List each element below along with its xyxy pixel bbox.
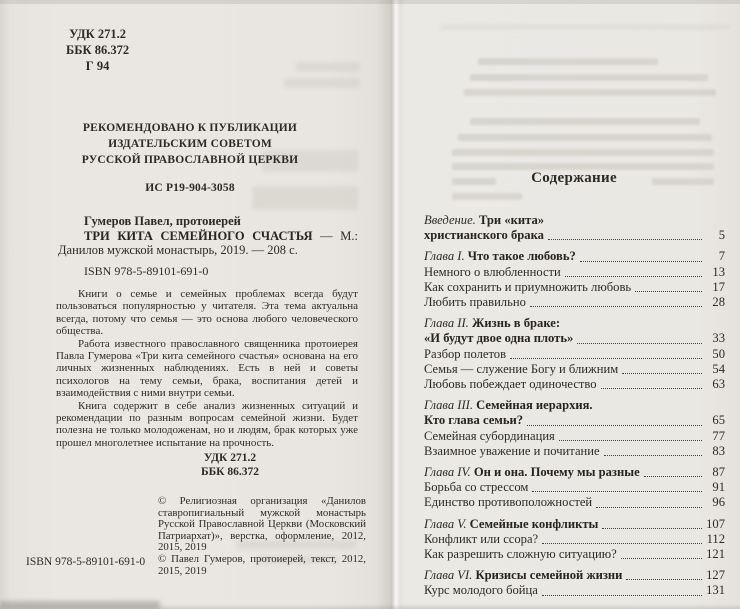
toc-chapter-title: «И будут двое одна плоть» — [424, 331, 574, 346]
toc-subsection-title: Как сохранить и приумножить любовь — [424, 279, 632, 294]
dotted-leader — [542, 543, 702, 544]
toc-line — [424, 517, 725, 532]
dotted-leader — [542, 595, 702, 596]
toc-entry — [424, 280, 725, 295]
approval-line: ИЗДАТЕЛЬСКИМ СОВЕТОМ — [108, 138, 272, 150]
toc-entry — [424, 295, 725, 310]
toc-entry — [424, 377, 725, 392]
toc-line — [424, 583, 725, 598]
toc-subsection-title: Разбор полетов — [424, 346, 507, 361]
toc-line — [424, 568, 725, 583]
toc-entry — [424, 347, 725, 362]
toc-entry-title — [424, 583, 538, 598]
toc-entry-title — [424, 465, 640, 480]
toc-chapter-label: Глава V. — [424, 516, 470, 531]
dotted-leader — [565, 276, 702, 277]
toc-chapter-title: христианского брака — [424, 228, 544, 243]
annotation-paragraph: Книги о семье и семейных проблемах всегда будут пользоваться популярностью у читателя. Эта тема актуальна всегда, потому что семья — это основа любого человеческого общества. — [56, 288, 358, 338]
contents-heading: Содержание — [531, 170, 617, 186]
is-number: ИС Р19-904-3058 — [145, 182, 235, 194]
toc-subsection-title: Семейная субординация — [424, 428, 555, 443]
toc-page-number: 33 — [712, 331, 725, 346]
toc-entry-title — [424, 213, 725, 228]
bbk-code: ББК 86.372 — [200, 466, 260, 478]
bibliographic-entry — [58, 214, 358, 258]
toc-entry-title — [424, 429, 555, 444]
toc-entry — [424, 316, 725, 346]
dotted-leader — [548, 239, 702, 240]
toc-entry-title — [424, 280, 631, 295]
dotted-leader — [626, 579, 702, 580]
toc-line — [424, 265, 725, 280]
toc-entry — [424, 568, 725, 583]
toc-page-number: 77 — [712, 428, 725, 443]
classification-codes-top — [66, 26, 129, 74]
toc-entry — [424, 495, 725, 510]
toc-page-number: 5 — [718, 228, 725, 243]
toc-chapter-label: Глава IV. — [424, 465, 474, 480]
toc-subsection-title: Любовь побеждает одиночество — [424, 377, 597, 392]
toc-page-number: 127 — [706, 568, 725, 583]
toc-subsection-title: Курс молодого бойца — [424, 583, 538, 598]
toc-entry-title — [424, 547, 617, 562]
isbn-number: ISBN 978-5-89101-691-0 — [84, 264, 209, 278]
toc-entry — [424, 480, 725, 495]
toc-subsection-title: Взаимное уважение и почитание — [424, 443, 600, 458]
toc-entry-title — [424, 413, 523, 428]
toc-line — [424, 228, 725, 243]
toc-entry-title — [424, 295, 526, 310]
toc-entry — [424, 249, 725, 264]
toc-subsection-title: Любить правильно — [424, 295, 526, 310]
toc-line — [424, 495, 725, 510]
toc-line — [424, 547, 725, 562]
toc-chapter-label: Глава III. — [424, 398, 477, 413]
toc-line — [424, 532, 725, 547]
toc-page-number: 91 — [712, 480, 725, 495]
toc-page-number: 28 — [712, 295, 725, 310]
dotted-leader — [510, 358, 702, 359]
toc-line — [424, 295, 725, 310]
toc-entry-title — [424, 568, 622, 583]
dotted-leader — [532, 491, 702, 492]
scan-edge-bottom-left — [0, 601, 160, 609]
dotted-leader — [580, 261, 702, 262]
approval-line: РЕКОМЕНДОВАНО К ПУБЛИКАЦИИ — [82, 122, 298, 134]
dotted-leader — [622, 373, 702, 374]
toc-page-number: 121 — [706, 547, 725, 562]
toc-chapter-label: Глава I. — [424, 249, 468, 264]
toc-entry-title — [424, 347, 506, 362]
toc-entry-title — [424, 377, 597, 392]
toc-entry — [424, 362, 725, 377]
dotted-leader — [577, 343, 702, 344]
toc-entry-title — [424, 517, 598, 532]
toc-entry — [424, 517, 725, 532]
toc-entry — [424, 583, 725, 598]
toc-chapter-title: Кризисы семейной жизни — [475, 568, 623, 583]
author-sign-code: Г 94 — [85, 59, 110, 73]
toc-entry-title — [424, 480, 528, 495]
toc-entry-title — [424, 265, 561, 280]
toc-chapter-title: Жизнь в браке: — [471, 316, 561, 331]
toc-page-number: 83 — [712, 443, 725, 458]
toc-page-number: 50 — [712, 346, 725, 361]
bbk-code: ББК 86.372 — [66, 43, 130, 57]
toc-line — [424, 331, 725, 346]
toc-entry-title — [424, 331, 573, 346]
toc-chapter-title: Он и она. Почему мы разные — [473, 465, 640, 480]
toc-line — [424, 413, 725, 428]
publication-approval — [40, 120, 340, 196]
book-gutter-shadow — [376, 0, 406, 609]
toc-entry-title — [424, 362, 618, 377]
dotted-leader — [530, 306, 702, 307]
toc-line — [424, 377, 725, 392]
isbn-number-bottom: ISBN 978-5-89101-691-0 — [26, 556, 146, 568]
toc-entry — [424, 465, 725, 480]
book-author: Гумеров Павел, протоиерей — [84, 214, 241, 228]
toc-page-number: 107 — [706, 516, 725, 531]
toc-entry-title — [424, 316, 725, 331]
toc-line — [424, 280, 725, 295]
dotted-leader — [644, 476, 702, 477]
toc-page-number: 54 — [712, 361, 725, 376]
dotted-leader — [602, 528, 702, 529]
toc-chapter-label: Глава VI. — [424, 568, 476, 583]
toc-entry — [424, 532, 725, 547]
toc-page-number: 63 — [712, 377, 725, 392]
dotted-leader — [621, 558, 702, 559]
toc-page-number: 17 — [712, 279, 725, 294]
toc-line — [424, 429, 725, 444]
toc-entry — [424, 213, 725, 243]
annotation — [56, 288, 358, 449]
toc-line — [424, 480, 725, 495]
annotation-paragraph: Работа известного православного священника протоиерея Павла Гумерова «Три кита семейного счастья» основана на его личных жизненных наблюдениях. Есть в ней и советы психологов на тему семьи, брака, воспитания детей и взаимодействия с ними внутри семьи. — [56, 337, 358, 400]
toc-subsection-title: Борьба со стрессом — [424, 480, 529, 495]
dotted-leader — [635, 291, 702, 292]
dotted-leader — [559, 440, 702, 441]
udk-code: УДК 271.2 — [203, 452, 257, 464]
toc-line — [424, 347, 725, 362]
dotted-leader — [601, 388, 702, 389]
toc-line — [424, 362, 725, 377]
scan-edge-top — [0, 0, 740, 4]
toc-entry — [424, 547, 725, 562]
classification-codes-bottom — [180, 451, 280, 479]
toc-chapter-title: Три «кита» — [478, 213, 545, 227]
dotted-leader — [596, 507, 702, 508]
toc-chapter-title: Семейные конфликты — [469, 516, 599, 531]
toc-page-number: 96 — [712, 495, 725, 510]
toc-entry-title — [424, 228, 544, 243]
udk-code: УДК 271.2 — [69, 27, 126, 41]
approval-line: РУССКОЙ ПРАВОСЛАВНОЙ ЦЕРКВИ — [81, 154, 299, 166]
copyright-notice: © Павел Гумеров, протоиерей, текст, 2012, 2015, 2019 — [158, 552, 366, 577]
toc-subsection-title: Единство противоположностей — [424, 495, 593, 510]
toc-page-number: 131 — [706, 583, 725, 598]
copyright-block — [158, 496, 366, 577]
toc-subsection-title: Конфликт или ссора? — [424, 531, 539, 546]
toc-entry-title — [424, 398, 725, 413]
toc-entry-title — [424, 249, 576, 264]
toc-page-number: 13 — [712, 264, 725, 279]
toc-chapter-label: Глава II. — [424, 316, 472, 331]
annotation-paragraph: Книга содержит в себе анализ жизненных ситуаций и рекомендации по разным вопросам семейной жизни. Будет полезна не только молодоженам, но и людям, брак которых уже прошел многолетнее испытание на прочность. — [56, 399, 358, 449]
toc-entry-title — [424, 495, 592, 510]
toc-chapter-label: Введение. — [424, 213, 479, 227]
toc-entry — [424, 265, 725, 280]
toc-line — [424, 249, 725, 264]
toc-subsection-title: Как разрешить сложную ситуацию? — [424, 547, 617, 562]
toc-entry-title — [424, 444, 600, 459]
book-title: ТРИ КИТА СЕМЕЙНОГО СЧАСТЬЯ — [84, 228, 313, 243]
toc-list — [424, 207, 725, 599]
toc-page-number: 65 — [712, 413, 725, 428]
dotted-leader — [527, 425, 702, 426]
toc-entry — [424, 429, 725, 444]
toc-chapter-title: Что такое любовь? — [467, 249, 576, 264]
toc-line — [424, 465, 725, 480]
copyright-notice: © Религиозная организация «Данилов ставропигиальный мужской монастырь Русской Православной Церкви (Московский Патриархат)», верстка, оформление, 2012, 2015, 2019 — [158, 495, 366, 554]
toc-page-number: 87 — [712, 465, 725, 480]
toc-entry — [424, 398, 725, 428]
book-imprint: — М.: Данилов мужской монастырь, 2019. — 208 с. — [58, 228, 358, 257]
toc-subsection-title: Семья — служение Богу и ближним — [424, 361, 619, 376]
toc-subsection-title: Немного о влюбленности — [424, 264, 561, 279]
toc-entry-title — [424, 532, 538, 547]
toc-page-number: 7 — [718, 249, 725, 264]
toc-line — [424, 444, 725, 459]
toc-entry — [424, 444, 725, 459]
dotted-leader — [604, 455, 702, 456]
toc-chapter-title: Семейная иерархия. — [476, 398, 593, 413]
toc-chapter-title: Кто глава семьи? — [424, 413, 524, 428]
toc-page-number: 112 — [706, 531, 725, 546]
